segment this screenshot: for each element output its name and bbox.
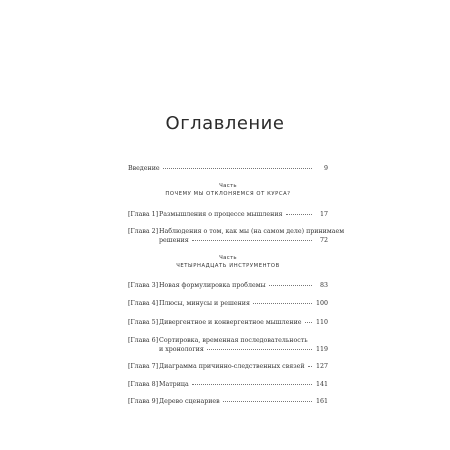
page-number: 141 — [315, 381, 328, 388]
dot-leader — [223, 401, 312, 402]
part-label: Часть — [219, 255, 237, 261]
chapter-title: Диаграмма причинно-следственных связей — [159, 363, 305, 370]
chapter-number: [Глава 7] — [128, 363, 159, 370]
toc-entry-title — [159, 336, 315, 354]
chapter-number: [Глава 2] — [128, 228, 159, 235]
dot-leader — [207, 349, 312, 350]
page-number: 110 — [315, 319, 328, 326]
toc-entry-title — [159, 362, 315, 371]
dot-leader — [269, 285, 312, 286]
toc-entry-title — [159, 397, 315, 406]
page-number: 119 — [315, 346, 328, 353]
part-name: ЧЕТЫРНАДЦАТЬ ИНСТРУМЕНТОВ — [176, 263, 280, 269]
chapter-number: [Глава 3] — [128, 282, 159, 289]
page-number: 100 — [315, 300, 328, 307]
dot-leader — [308, 366, 312, 367]
chapter-title: Матрица — [159, 381, 189, 388]
toc-title: Оглавление — [165, 113, 285, 134]
chapter-title: Новая формулировка проблемы — [159, 282, 266, 289]
toc-entry-title — [159, 281, 315, 290]
dot-leader — [192, 240, 312, 241]
dot-leader — [253, 303, 312, 304]
chapter-title-line: и хронология — [159, 346, 204, 353]
chapter-number: [Глава 6] — [128, 337, 159, 344]
toc-entry-title — [159, 380, 315, 389]
page-number: 83 — [319, 282, 328, 289]
dot-leader — [305, 322, 313, 323]
chapter-number: [Глава 8] — [128, 381, 159, 388]
page-number: 127 — [315, 363, 328, 370]
intro-title: Введение — [128, 165, 160, 172]
chapter-title-line: решения — [159, 237, 189, 244]
chapter-title-line: Сортировка, временная последовательность — [159, 337, 308, 344]
page-number: 72 — [319, 237, 328, 244]
part-name: ПОЧЕМУ МЫ ОТКЛОНЯЕМСЯ ОТ КУРСА? — [165, 191, 291, 197]
page-number: 17 — [319, 211, 328, 218]
part-header-2 — [128, 254, 328, 270]
dot-leader — [163, 168, 312, 169]
toc-entry-title — [159, 318, 315, 327]
toc-entry-title — [159, 299, 315, 308]
toc-entry-title — [128, 164, 315, 173]
page-number: 161 — [315, 398, 328, 405]
chapter-number: [Глава 4] — [128, 300, 159, 307]
chapter-title: Дерево сценариев — [159, 398, 220, 405]
chapter-number: [Глава 9] — [128, 398, 159, 405]
chapter-title: Размышления о процессе мышления — [159, 211, 283, 218]
chapter-title: Дивергентное и конвергентное мышление — [159, 319, 302, 326]
page-number: 9 — [323, 165, 328, 172]
part-header-1 — [128, 182, 328, 198]
dot-leader — [286, 214, 312, 215]
dot-leader — [192, 384, 312, 385]
part-label: Часть — [219, 183, 237, 189]
chapter-title: Плюсы, минусы и решения — [159, 300, 250, 307]
toc-entry-title — [159, 210, 315, 219]
chapter-number: [Глава 1] — [128, 211, 159, 218]
chapter-number: [Глава 5] — [128, 319, 159, 326]
chapter-title-line: Наблюдения о том, как мы (на самом деле) принимаем — [159, 228, 345, 235]
